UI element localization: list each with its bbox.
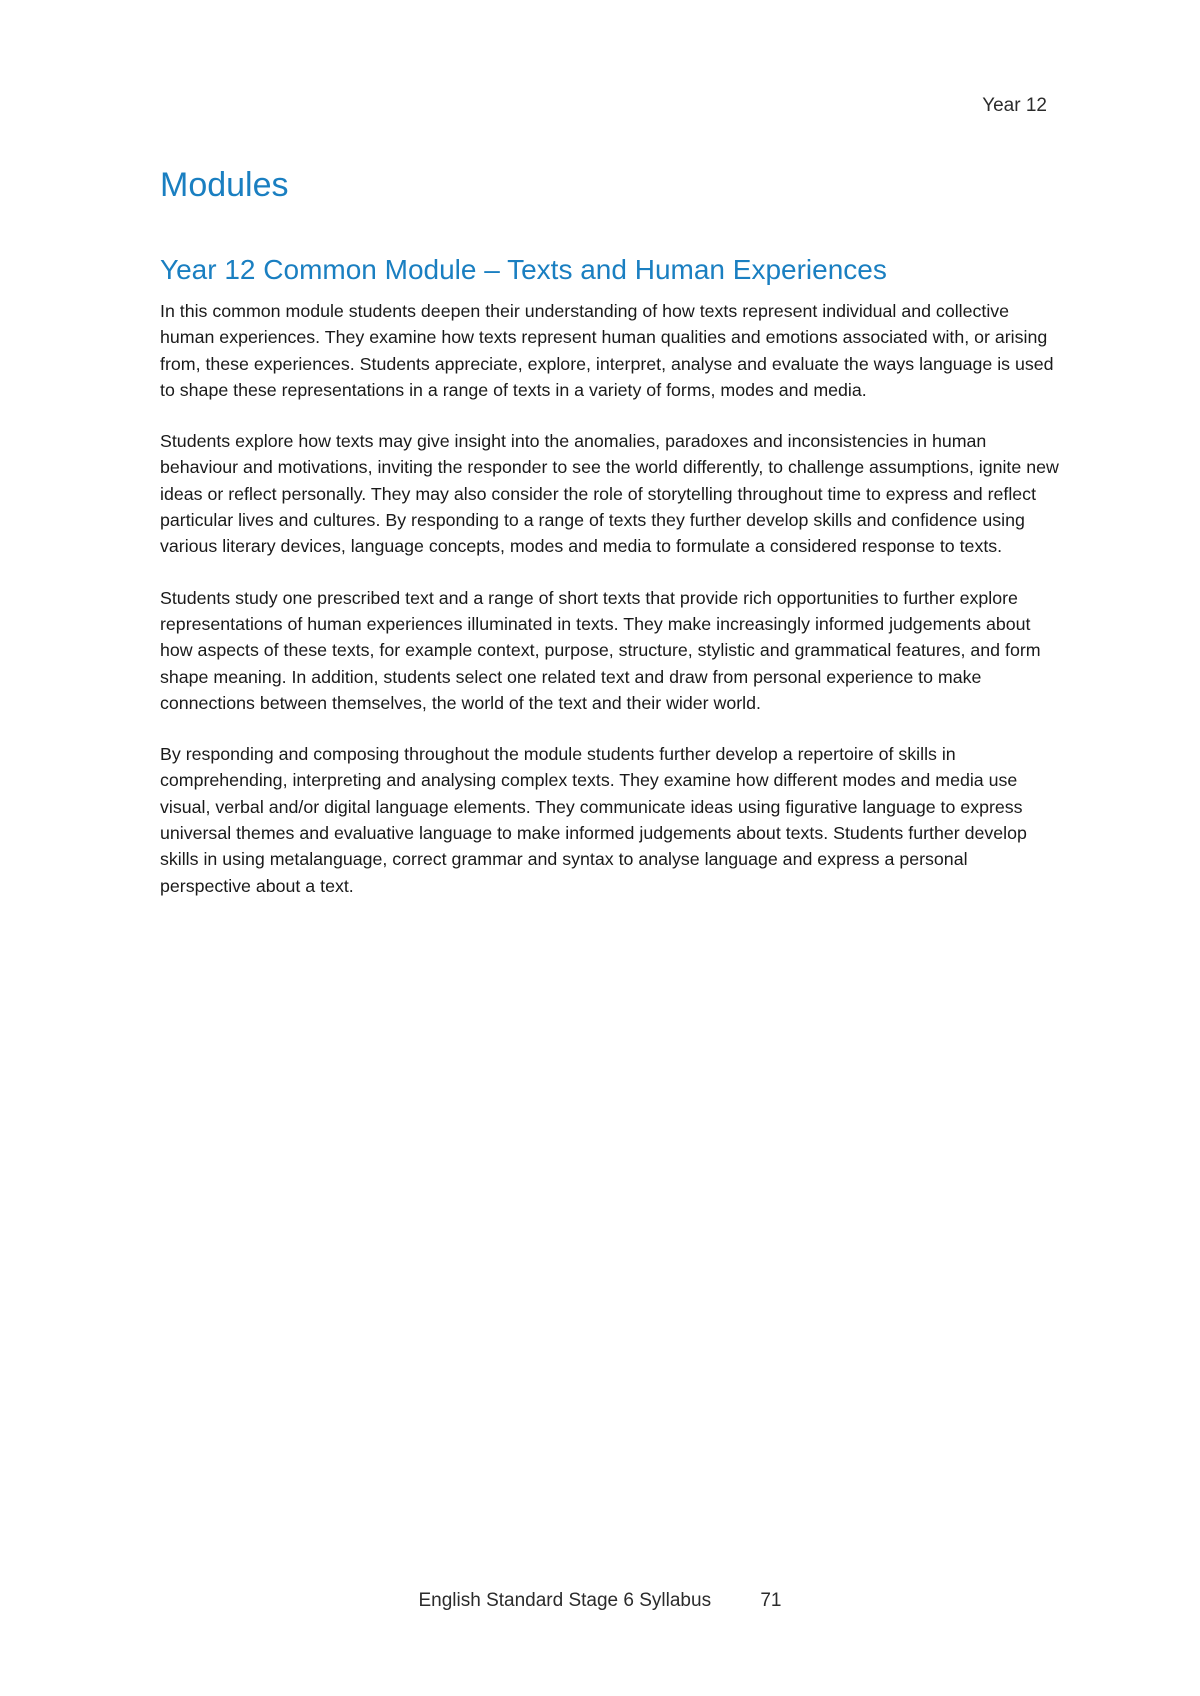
page-footer (0, 1590, 1200, 1612)
paragraph-1: In this common module students deepen their understanding of how texts represent individual and collective human experiences. They examine how texts represent human qualities and emotions associated with, or arising from, these experiences. Students appreciate, explore, interpret, analyse and evaluate the ways language is used to shape these representations in a range of texts in a variety of forms, modes and media. (160, 301, 1054, 400)
section-title: Year 12 Common Module – Texts and Human Experiences (160, 254, 887, 285)
page-title: Modules (160, 166, 289, 204)
paragraph-2: Students explore how texts may give insight into the anomalies, paradoxes and inconsistencies in human behaviour and motivations, inviting the responder to see the world differently, to challenge assumptions, ignite new ideas or reflect personally. They may also consider the role of storytelling throughout time to express and reflect particular lives and cultures. By responding to a range of texts they further develop skills and confidence using various literary devices, language concepts, modes and media to formulate a considered response to texts. (160, 431, 1059, 557)
paragraph-3: Students study one prescribed text and a range of short texts that provide rich opportunities to further explore representations of human experiences illuminated in texts. They make increasingly informed judgements about how aspects of these texts, for example context, purpose, structure, stylistic and grammatical features, and form shape meaning. In addition, students select one related text and draw from personal experience to make connections between themselves, the world of the text and their wider world. (160, 587, 1041, 713)
footer-document-name: English Standard Stage 6 Syllabus (418, 1590, 712, 1611)
paragraph-4: By responding and composing throughout the module students further develop a repertoire of skills in comprehending, interpreting and analysing complex texts. They examine how different modes and media use visual, verbal and/or digital language elements. They communicate ideas using figurative language to express universal themes and evaluative language to make informed judgements about texts. Students further develop skills in using metalanguage, correct grammar and syntax to analyse language and express a personal perspective about a text. (160, 744, 1027, 896)
footer-page-number: 71 (760, 1590, 782, 1611)
running-header: Year 12 (982, 95, 1047, 116)
main-content (160, 160, 1060, 924)
